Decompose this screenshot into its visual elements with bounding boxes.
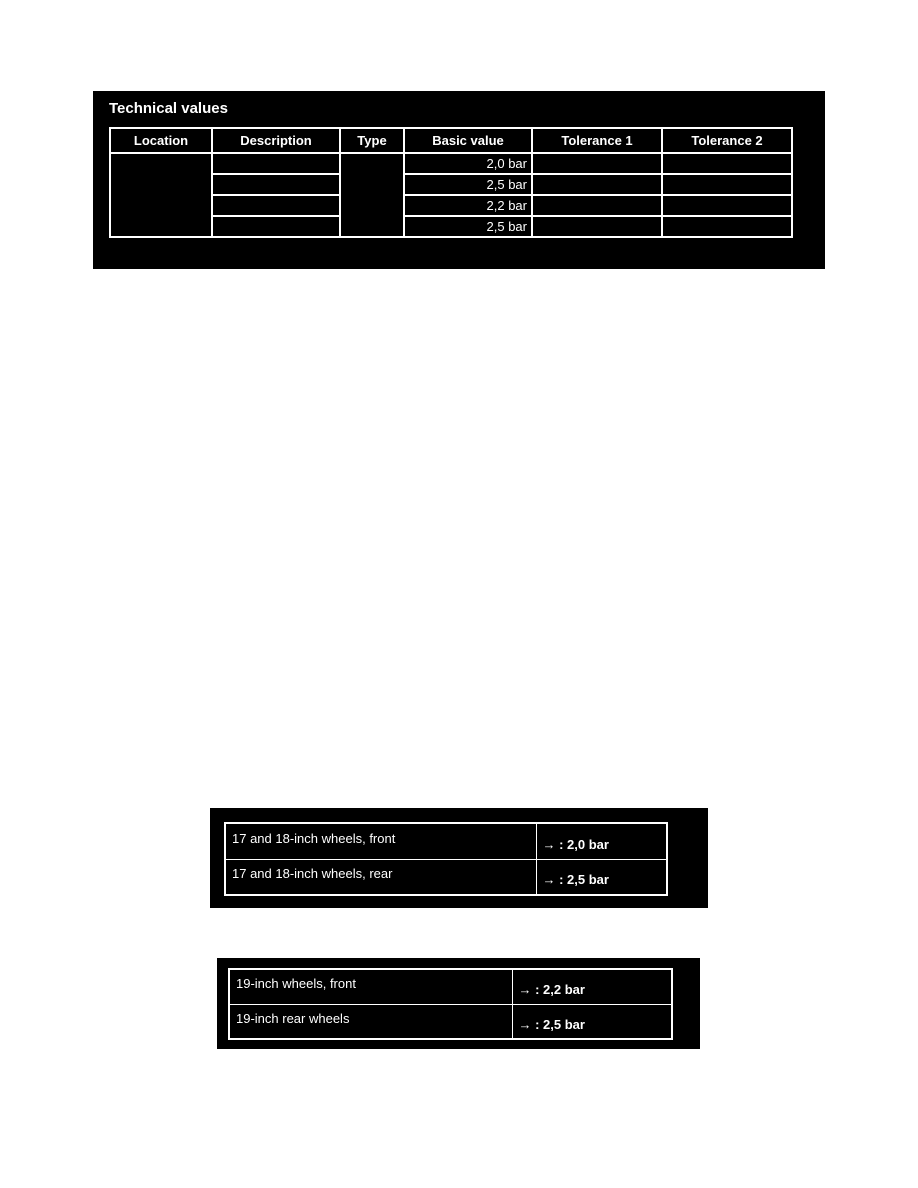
table-row [229,969,672,1004]
table-row [110,216,792,237]
table-row [110,153,792,174]
spec-label: 19-inch wheels, front [229,969,512,1004]
description-cell [212,216,340,237]
technical-values-title: Technical values [109,100,228,117]
technical-values-panel [93,91,825,269]
location-cell [110,153,212,237]
tire-pressure-19-inch-panel [217,958,700,1049]
spec-label: 17 and 18-inch wheels, front [225,823,536,859]
tire-pressure-17-18-inch-panel [210,808,708,908]
basic-value-cell: 2,5 bar [404,174,532,195]
tire-pressure-19-inch-table [228,968,673,1040]
table-row [229,1004,672,1039]
tolerance-2-cell [662,153,792,174]
table-row [225,823,667,859]
header-type: Type [340,128,404,153]
header-location: Location [110,128,212,153]
spec-value: → : 2,2 bar [512,969,672,1004]
table-row [110,195,792,216]
tolerance-1-cell [532,195,662,216]
table-row [110,174,792,195]
header-tolerance-1: Tolerance 1 [532,128,662,153]
description-cell [212,174,340,195]
tolerance-2-cell [662,216,792,237]
header-basic-value: Basic value [404,128,532,153]
description-cell [212,153,340,174]
header-tolerance-2: Tolerance 2 [662,128,792,153]
spec-label: 17 and 18-inch wheels, rear [225,859,536,895]
basic-value-cell: 2,5 bar [404,216,532,237]
tolerance-2-cell [662,174,792,195]
spec-label: 19-inch rear wheels [229,1004,512,1039]
spec-value: → : 2,5 bar [536,859,667,895]
table-header-row [110,128,792,153]
tolerance-1-cell [532,153,662,174]
technical-values-table [109,127,793,238]
type-cell [340,153,404,237]
spec-value: → : 2,0 bar [536,823,667,859]
tire-pressure-17-18-inch-table [224,822,668,896]
tolerance-2-cell [662,195,792,216]
header-description: Description [212,128,340,153]
basic-value-cell: 2,0 bar [404,153,532,174]
description-cell [212,195,340,216]
spec-value: → : 2,5 bar [512,1004,672,1039]
tolerance-1-cell [532,216,662,237]
tolerance-1-cell [532,174,662,195]
table-row [225,859,667,895]
basic-value-cell: 2,2 bar [404,195,532,216]
